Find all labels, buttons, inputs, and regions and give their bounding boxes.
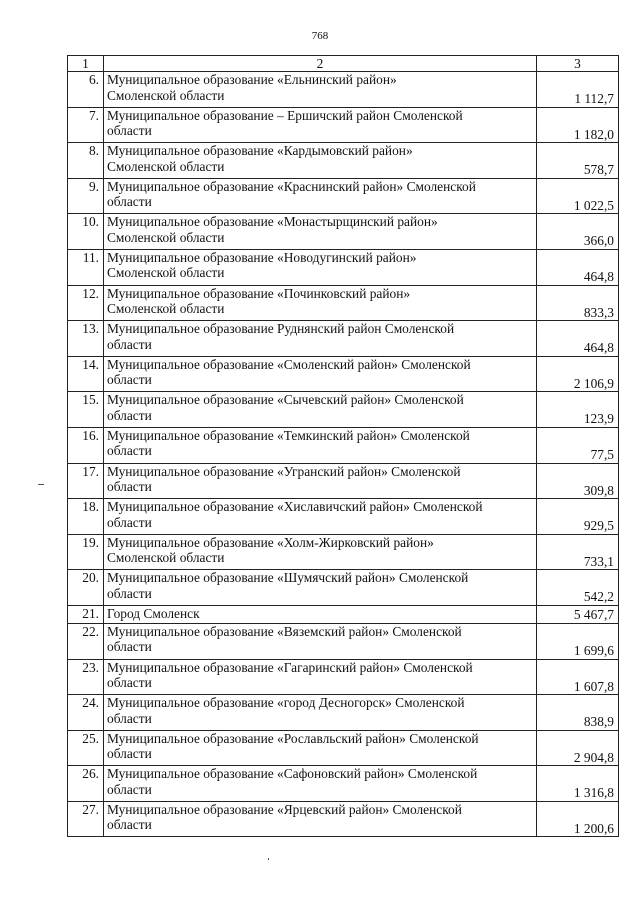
- municipality-name: Муниципальное образование «Сычевский район» Смоленской области: [104, 392, 537, 428]
- scan-mark: [38, 484, 44, 485]
- table-row: [68, 143, 619, 179]
- table-row: [68, 72, 619, 108]
- row-number: 22.: [68, 623, 104, 659]
- row-number: 7.: [68, 107, 104, 143]
- amount-value: 1 699,6: [537, 623, 619, 659]
- table-row: [68, 766, 619, 802]
- amount-value: 464,8: [537, 249, 619, 285]
- row-number: 21.: [68, 605, 104, 623]
- table-row: [68, 178, 619, 214]
- municipality-name: Муниципальное образование – Ершичский район Смоленской области: [104, 107, 537, 143]
- table-row: [68, 463, 619, 499]
- municipality-name: Муниципальное образование «Сафоновский район» Смоленской области: [104, 766, 537, 802]
- amount-value: 1 316,8: [537, 766, 619, 802]
- table-row: [68, 659, 619, 695]
- row-number: 11.: [68, 249, 104, 285]
- row-number: 12.: [68, 285, 104, 321]
- municipality-name: Муниципальное образование «Вяземский район» Смоленской области: [104, 623, 537, 659]
- amount-value: 833,3: [537, 285, 619, 321]
- municipality-name: Муниципальное образование «Рославльский район» Смоленской области: [104, 730, 537, 766]
- amount-value: 309,8: [537, 463, 619, 499]
- table-row: [68, 695, 619, 731]
- table-row: [68, 107, 619, 143]
- amount-value: 733,1: [537, 534, 619, 570]
- municipality-name: Муниципальное образование «Ельнинский район» Смоленской области: [104, 72, 537, 108]
- row-number: 17.: [68, 463, 104, 499]
- row-number: 14.: [68, 356, 104, 392]
- table-row: [68, 214, 619, 250]
- municipality-name: Муниципальное образование «город Десногорск» Смоленской области: [104, 695, 537, 731]
- amount-value: 464,8: [537, 321, 619, 357]
- amount-value: 1 182,0: [537, 107, 619, 143]
- amount-value: 578,7: [537, 143, 619, 179]
- amount-value: 542,2: [537, 570, 619, 606]
- page-number: 768: [311, 30, 329, 42]
- municipality-name: Муниципальное образование «Гагаринский район» Смоленской области: [104, 659, 537, 695]
- amount-value: 1 022,5: [537, 178, 619, 214]
- header-col-3: 3: [537, 56, 619, 72]
- table-row: [68, 499, 619, 535]
- row-number: 10.: [68, 214, 104, 250]
- row-number: 8.: [68, 143, 104, 179]
- row-number: 25.: [68, 730, 104, 766]
- row-number: 23.: [68, 659, 104, 695]
- amount-value: 2 904,8: [537, 730, 619, 766]
- municipality-name: Муниципальное образование «Ярцевский район» Смоленской области: [104, 801, 537, 837]
- allocation-table: [67, 55, 619, 837]
- row-number: 16.: [68, 427, 104, 463]
- row-number: 9.: [68, 178, 104, 214]
- table-body: [68, 72, 619, 837]
- table-row: [68, 285, 619, 321]
- header-col-1: 1: [68, 56, 104, 72]
- row-number: 19.: [68, 534, 104, 570]
- row-number: 24.: [68, 695, 104, 731]
- amount-value: 929,5: [537, 499, 619, 535]
- municipality-name: Муниципальное образование «Краснинский район» Смоленской области: [104, 178, 537, 214]
- municipality-name: Муниципальное образование «Починковский район» Смоленской области: [104, 285, 537, 321]
- municipality-name: Муниципальное образование «Хиславичский район» Смоленской области: [104, 499, 537, 535]
- municipality-name: Муниципальное образование «Монастырщинский район» Смоленской области: [104, 214, 537, 250]
- row-number: 13.: [68, 321, 104, 357]
- municipality-name: Город Смоленск: [104, 605, 537, 623]
- table-row: [68, 605, 619, 623]
- table-row: [68, 356, 619, 392]
- row-number: 27.: [68, 801, 104, 837]
- amount-value: 1 112,7: [537, 72, 619, 108]
- amount-value: 366,0: [537, 214, 619, 250]
- table-header-row: [68, 56, 619, 72]
- table-row: [68, 534, 619, 570]
- row-number: 15.: [68, 392, 104, 428]
- amount-value: 77,5: [537, 427, 619, 463]
- municipality-name: Муниципальное образование Руднянский район Смоленской области: [104, 321, 537, 357]
- row-number: 18.: [68, 499, 104, 535]
- row-number: 20.: [68, 570, 104, 606]
- table-row: [68, 623, 619, 659]
- row-number: 6.: [68, 72, 104, 108]
- municipality-name: Муниципальное образование «Смоленский район» Смоленской области: [104, 356, 537, 392]
- municipality-name: Муниципальное образование «Угранский район» Смоленской области: [104, 463, 537, 499]
- municipality-name: Муниципальное образование «Шумячский район» Смоленской области: [104, 570, 537, 606]
- table-row: [68, 392, 619, 428]
- header-col-2: 2: [104, 56, 537, 72]
- municipality-name: Муниципальное образование «Новодугинский район» Смоленской области: [104, 249, 537, 285]
- amount-value: 838,9: [537, 695, 619, 731]
- scan-dot: [268, 858, 269, 860]
- table-row: [68, 570, 619, 606]
- amount-value: 2 106,9: [537, 356, 619, 392]
- amount-value: 123,9: [537, 392, 619, 428]
- amount-value: 1 200,6: [537, 801, 619, 837]
- amount-value: 1 607,8: [537, 659, 619, 695]
- row-number: 26.: [68, 766, 104, 802]
- table-row: [68, 801, 619, 837]
- municipality-name: Муниципальное образование «Холм-Жирковский район» Смоленской области: [104, 534, 537, 570]
- municipality-name: Муниципальное образование «Темкинский район» Смоленской области: [104, 427, 537, 463]
- table-row: [68, 427, 619, 463]
- table-row: [68, 249, 619, 285]
- municipality-name: Муниципальное образование «Кардымовский район» Смоленской области: [104, 143, 537, 179]
- table-row: [68, 321, 619, 357]
- table-row: [68, 730, 619, 766]
- amount-value: 5 467,7: [537, 605, 619, 623]
